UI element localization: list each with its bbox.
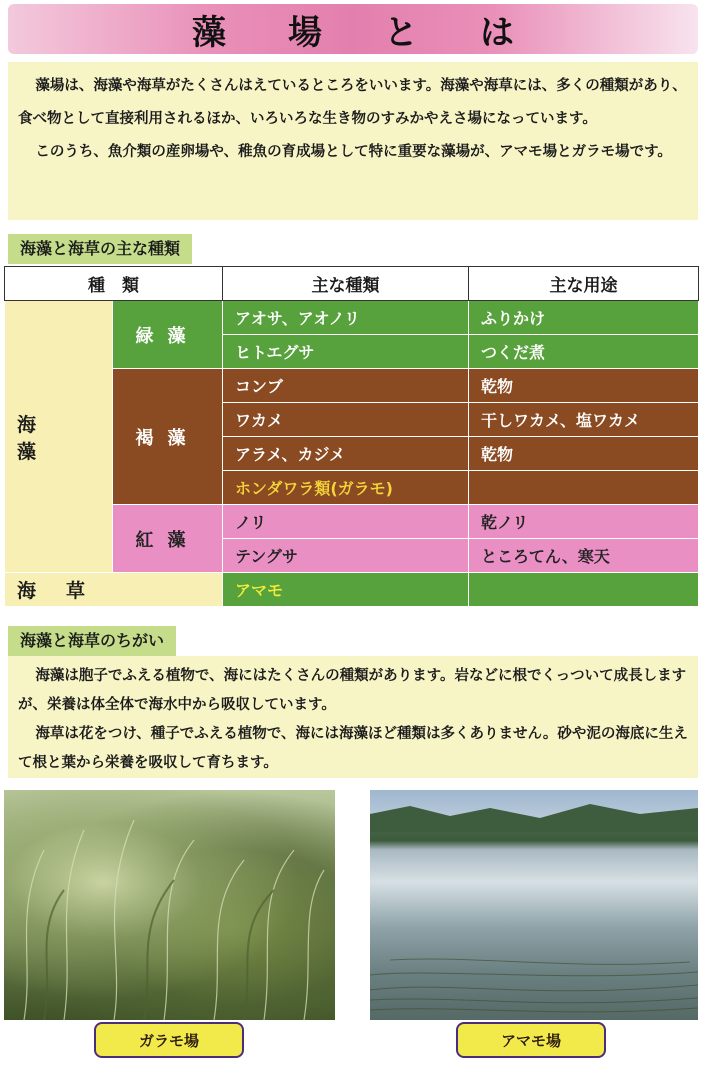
- difference-box: [8, 656, 698, 778]
- species-cell: アマモ: [223, 573, 469, 607]
- intro-paragraph-2: このうち、魚介類の産卵場や、稚魚の育成場として特に重要な藻場が、アマモ場とガラモ場です。: [35, 144, 672, 160]
- species-cell: アオサ、アオノリ: [223, 301, 469, 335]
- species-cell: ノリ: [223, 505, 469, 539]
- use-cell: 乾ノリ: [469, 505, 699, 539]
- section-title-difference: 海藻と海草のちがい: [8, 626, 176, 656]
- table-header-row: [5, 267, 699, 301]
- species-cell: アラメ、カジメ: [223, 437, 469, 471]
- section-title-kinds: 海藻と海草の主な種類: [8, 234, 192, 264]
- brown-algae-label: 褐藻: [113, 369, 223, 505]
- use-cell: ところてん、寒天: [469, 539, 699, 573]
- garamo-bed-photo: [4, 790, 335, 1020]
- use-cell: 乾物: [469, 369, 699, 403]
- intro-paragraph-1: 藻場は、海藻や海草がたくさんはえているところをいいます。海藻や海草には、多くの種類があり、食べ物として直接利用されるほか、いろいろな生き物のすみかやえさ場になっています。: [18, 78, 687, 127]
- species-cell: コンブ: [223, 369, 469, 403]
- use-cell: ふりかけ: [469, 301, 699, 335]
- difference-paragraph-1: 海藻は胞子でふえる植物で、海にはたくさんの種類があります。岩などに根でくっついて成長しますが、栄養は体全体で海水中から吸収しています。: [18, 668, 687, 713]
- caption-amamo: アマモ場: [456, 1022, 606, 1058]
- species-cell: ホンダワラ類(ガラモ): [223, 471, 469, 505]
- seaweed-label: 海藻: [5, 301, 113, 573]
- title-banner: [8, 4, 698, 54]
- use-cell: つくだ煮: [469, 335, 699, 369]
- red-algae-label: 紅藻: [113, 505, 223, 573]
- seagrass-label: 海草: [5, 573, 223, 607]
- header-main-species: 主な種類: [223, 267, 469, 301]
- header-kind: 種 類: [5, 267, 223, 301]
- difference-paragraph-2: 海草は花をつけ、種子でふえる植物で、海には海藻ほど種類は多くありません。砂や泥の海底に生えて根と葉から栄養を吸収して育ちます。: [18, 726, 688, 771]
- caption-garamo: ガラモ場: [94, 1022, 244, 1058]
- page-title: 藻場とは: [192, 12, 576, 53]
- intro-box: [8, 62, 698, 220]
- table-row: [5, 301, 699, 335]
- use-cell: 乾物: [469, 437, 699, 471]
- table-row: [5, 573, 699, 607]
- amamo-bed-photo: [370, 790, 698, 1020]
- seaweed-fronds-illustration: [4, 790, 335, 1020]
- green-algae-label: 緑藻: [113, 301, 223, 369]
- header-main-use: 主な用途: [469, 267, 699, 301]
- use-cell: 干しワカメ、塩ワカメ: [469, 403, 699, 437]
- species-cell: ワカメ: [223, 403, 469, 437]
- seagrass-blades-illustration: [370, 790, 698, 1020]
- seaweed-kinds-table: [4, 266, 699, 607]
- species-cell: ヒトエグサ: [223, 335, 469, 369]
- species-cell: テングサ: [223, 539, 469, 573]
- use-cell: [469, 573, 699, 607]
- use-cell: [469, 471, 699, 505]
